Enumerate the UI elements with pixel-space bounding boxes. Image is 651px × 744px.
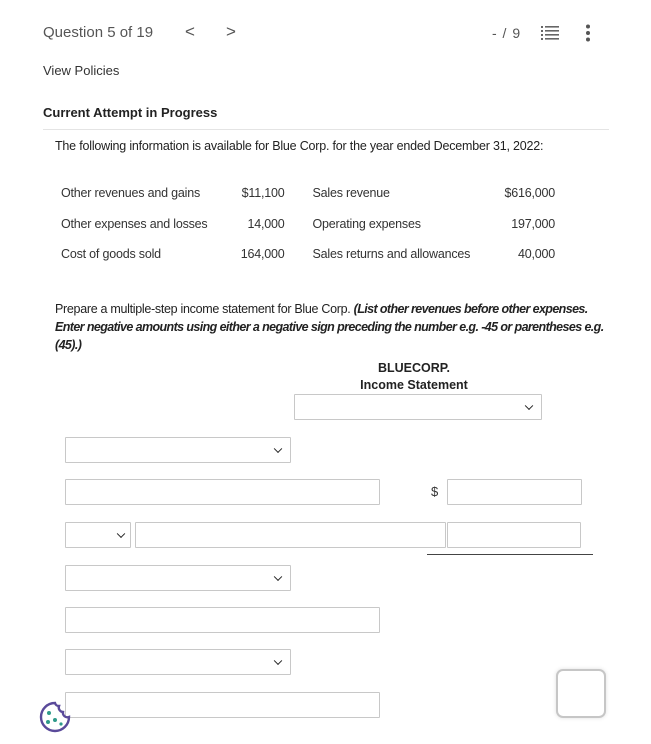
line-item-select[interactable] bbox=[65, 649, 291, 675]
line-item-input[interactable] bbox=[65, 479, 380, 505]
chevron-down-icon bbox=[274, 573, 282, 581]
table-cell: Sales returns and allowances bbox=[312, 247, 471, 262]
line-item-input[interactable] bbox=[65, 607, 380, 633]
chevron-down-icon bbox=[274, 657, 282, 665]
table-cell: 164,000 bbox=[240, 247, 285, 262]
amount-input[interactable] bbox=[447, 479, 582, 505]
currency-symbol: $ bbox=[431, 484, 439, 499]
instructions bbox=[55, 300, 615, 354]
attempt-status: Current Attempt in Progress bbox=[43, 105, 218, 120]
view-policies-link[interactable]: View Policies bbox=[43, 63, 120, 78]
table-cell: Cost of goods sold bbox=[61, 247, 161, 262]
list-icon[interactable] bbox=[541, 25, 559, 41]
chevron-down-icon bbox=[525, 402, 533, 410]
instruction-text: Prepare a multiple-step income statement for Blue Corp. bbox=[55, 302, 351, 316]
instruction-emphasis: (List other revenues before other expenses. bbox=[353, 302, 588, 316]
next-question-button[interactable]: > bbox=[226, 22, 236, 41]
table-cell: $11,100 bbox=[241, 186, 285, 201]
table-cell: 40,000 bbox=[517, 247, 555, 262]
table-row bbox=[55, 239, 555, 270]
section-divider bbox=[43, 129, 609, 130]
subtotal-underline bbox=[427, 554, 593, 555]
line-item-input[interactable] bbox=[65, 692, 380, 718]
chat-widget[interactable] bbox=[556, 669, 606, 718]
less-select[interactable] bbox=[65, 522, 131, 548]
table-row bbox=[55, 178, 555, 209]
chevron-down-icon bbox=[274, 445, 282, 453]
table-cell: 197,000 bbox=[511, 216, 555, 231]
more-options-icon[interactable] bbox=[584, 24, 592, 42]
period-select[interactable] bbox=[294, 394, 542, 420]
question-counter: Question 5 of 19 bbox=[43, 24, 154, 41]
statement-heading bbox=[294, 360, 534, 394]
given-data-table bbox=[55, 178, 555, 270]
table-row bbox=[55, 209, 555, 240]
problem-intro: The following information is available for Blue Corp. for the year ended December 31, 2022: bbox=[55, 139, 544, 153]
company-name: BLUECORP. bbox=[377, 361, 450, 375]
score-display: - / 9 bbox=[492, 25, 522, 41]
line-item-select[interactable] bbox=[65, 437, 291, 463]
prev-question-button[interactable]: < bbox=[185, 22, 195, 41]
line-item-select[interactable] bbox=[65, 565, 291, 591]
table-cell: Other expenses and losses bbox=[61, 216, 208, 231]
chevron-down-icon bbox=[117, 530, 125, 538]
table-cell: 14,000 bbox=[247, 216, 285, 231]
amount-input[interactable] bbox=[447, 522, 581, 548]
cookie-icon[interactable] bbox=[38, 700, 72, 734]
statement-title: Income Statement bbox=[360, 378, 468, 392]
table-cell: Other revenues and gains bbox=[61, 186, 201, 201]
table-cell: $616,000 bbox=[504, 186, 555, 201]
line-item-input[interactable] bbox=[135, 522, 446, 548]
instruction-emphasis: Enter negative amounts using either a negative sign preceding the number e.g. -45 or parentheses e.g. (45).) bbox=[55, 320, 604, 352]
table-cell: Operating expenses bbox=[312, 216, 421, 231]
table-cell: Sales revenue bbox=[312, 186, 390, 201]
